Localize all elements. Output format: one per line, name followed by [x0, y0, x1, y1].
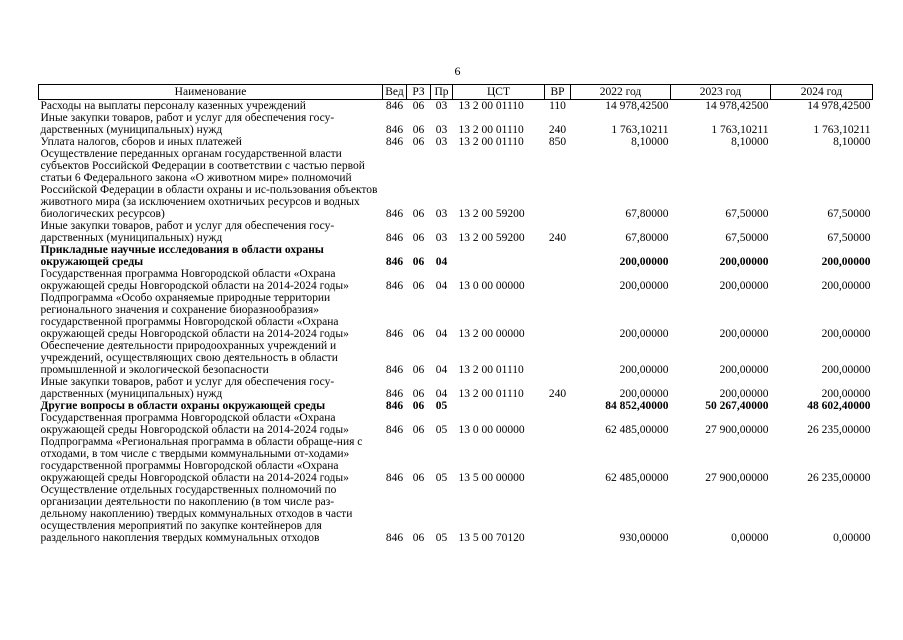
row-vr	[545, 484, 571, 544]
table-row	[39, 376, 873, 400]
row-ved: 846	[385, 424, 404, 436]
row-2022: 1 763,10211	[611, 124, 669, 136]
row-cst: 13 5 00 00000	[458, 472, 525, 484]
row-cst: 13 2 00 59200	[458, 232, 525, 244]
row-name: Государственная программа Новгородской области «Охрана окружающей среды Новгородской области на 2014-2024 годы»	[40, 268, 349, 292]
row-ved: 846	[385, 136, 404, 148]
row-2022: 84 852,40000	[605, 400, 669, 412]
row-name: Осуществление переданных органам государственной власти субъектов Российской Федерации в соответствии с частью первой статьи 6 Федерального закона «О животном мире» полномочий Российской Федерации в области охраны и ис-пользования объектов животного мира (за исключением охотничьих ресурсов и водных биологических ресурсов)	[40, 148, 378, 220]
row-vr: 240	[548, 388, 567, 400]
row-vr	[545, 268, 571, 292]
row-ved: 846	[385, 100, 404, 112]
row-rz: 06	[412, 124, 425, 136]
row-name: Государственная программа Новгородской области «Охрана окружающей среды Новгородской области на 2014-2024 годы»	[40, 412, 349, 436]
table-row	[39, 136, 873, 148]
row-2024: 26 235,00000	[807, 424, 871, 436]
row-cst: 13 2 00 01110	[458, 136, 524, 148]
row-vr: 240	[548, 232, 567, 244]
row-ved: 846	[385, 208, 404, 220]
table-row	[39, 100, 873, 113]
budget-table	[38, 84, 873, 544]
row-2023: 27 900,00000	[705, 424, 769, 436]
row-cst: 13 0 00 00000	[458, 280, 525, 292]
row-ved: 846	[385, 124, 404, 136]
row-2022: 14 978,42500	[605, 100, 669, 112]
row-pr: 05	[435, 532, 448, 544]
row-cst: 13 2 00 01110	[458, 388, 524, 400]
row-2024: 14 978,42500	[807, 100, 871, 112]
row-2024: 1 763,10211	[813, 124, 871, 136]
row-2022: 200,00000	[619, 328, 669, 340]
row-pr: 03	[435, 124, 448, 136]
row-2022: 200,00000	[619, 364, 669, 376]
row-vr: 850	[548, 136, 567, 148]
row-2023: 8,10000	[731, 136, 769, 148]
row-2022: 930,00000	[619, 532, 669, 544]
row-vr	[545, 436, 571, 484]
row-2022: 200,00000	[619, 388, 669, 400]
row-name: Осуществление отдельных государственных полномочий по организации деятельности по накоплению (в том числе раз-дельному накоплению) твердых коммунальных отходов в части осуществления мероприятий по закупке контейнеров для раздельного накопления твердых коммунальных отходов	[40, 484, 353, 544]
row-rz: 06	[412, 232, 425, 244]
row-pr: 04	[435, 388, 448, 400]
row-cst	[453, 244, 545, 268]
row-pr: 03	[435, 100, 448, 112]
row-2024: 67,50000	[827, 232, 871, 244]
row-pr: 05	[435, 472, 448, 484]
row-cst: 13 2 00 01110	[458, 124, 524, 136]
table-row	[39, 412, 873, 436]
row-cst	[453, 400, 545, 412]
row-rz: 06	[412, 100, 425, 112]
row-2023: 14 978,42500	[705, 100, 769, 112]
row-rz: 06	[412, 400, 425, 412]
row-ved: 846	[385, 364, 404, 376]
row-rz: 06	[412, 532, 425, 544]
row-2023: 0,00000	[731, 532, 769, 544]
row-2023: 200,00000	[719, 256, 769, 268]
row-vr	[545, 340, 571, 376]
row-rz: 06	[412, 208, 425, 220]
header-cst: ЦСТ	[453, 85, 545, 100]
row-rz: 06	[412, 256, 425, 268]
row-2022: 200,00000	[619, 256, 669, 268]
row-2024: 200,00000	[821, 388, 871, 400]
row-cst: 13 2 00 00000	[458, 328, 525, 340]
row-pr: 03	[435, 232, 448, 244]
row-rz: 06	[412, 424, 425, 436]
row-vr	[545, 292, 571, 340]
header-name: Наименование	[39, 85, 383, 100]
row-pr: 04	[435, 364, 448, 376]
row-2022: 200,00000	[619, 280, 669, 292]
header-pr: Пр	[431, 85, 453, 100]
row-pr: 05	[435, 424, 448, 436]
table-header-row	[39, 85, 873, 100]
table-row	[39, 220, 873, 244]
row-name: Прикладные научные исследования в области охраны окружающей среды	[40, 244, 324, 268]
row-2024: 200,00000	[821, 328, 871, 340]
table-row	[39, 148, 873, 220]
table-row	[39, 340, 873, 376]
row-pr: 04	[435, 328, 448, 340]
row-pr: 04	[435, 256, 448, 268]
row-pr: 04	[435, 280, 448, 292]
row-pr: 05	[435, 400, 448, 412]
row-ved: 846	[385, 280, 404, 292]
row-2024: 200,00000	[821, 256, 871, 268]
table-row	[39, 436, 873, 484]
row-rz: 06	[412, 136, 425, 148]
row-name: Расходы на выплаты персоналу казенных учреждений	[40, 100, 306, 112]
row-ved: 846	[385, 256, 404, 268]
row-name: Другие вопросы в области охраны окружающей среды	[40, 400, 326, 412]
table-body	[39, 100, 873, 545]
header-2022: 2022 год	[571, 85, 671, 100]
row-rz: 06	[412, 388, 425, 400]
row-name: Подпрограмма «Региональная программа в области обраще-ния с отходами, в том числе с твердыми коммунальными от-ходами» государственной программы Новгородской области «Охрана окружающей среды Новгородской области на 2014-2024 годы»	[40, 436, 363, 484]
row-rz: 06	[412, 280, 425, 292]
header-2023: 2023 год	[671, 85, 771, 100]
row-2024: 8,10000	[833, 136, 871, 148]
row-ved: 846	[385, 472, 404, 484]
page-number: 6	[454, 64, 461, 78]
row-name: Иные закупки товаров, работ и услуг для обеспечения госу-дарственных (муниципальных) нужд	[40, 112, 335, 136]
table-row	[39, 244, 873, 268]
row-pr: 03	[435, 136, 448, 148]
row-2023: 50 267,40000	[705, 400, 769, 412]
row-name: Подпрограмма «Особо охраняемые природные территории регионального значения и сохранение биоразнообразия» государственной программы Новгородской области «Охрана окружающей среды Новгородской области на 2014-2024 годы»	[40, 292, 349, 340]
table-row	[39, 400, 873, 412]
row-cst: 13 2 00 59200	[458, 208, 525, 220]
header-vr: ВР	[545, 85, 571, 100]
row-2024: 26 235,00000	[807, 472, 871, 484]
row-2024: 200,00000	[821, 280, 871, 292]
row-ved: 846	[385, 400, 404, 412]
row-2023: 67,50000	[725, 208, 769, 220]
row-2023: 200,00000	[719, 364, 769, 376]
row-vr	[545, 244, 571, 268]
row-2022: 62 485,00000	[605, 472, 669, 484]
row-rz: 06	[412, 364, 425, 376]
row-rz: 06	[412, 328, 425, 340]
table-row	[39, 292, 873, 340]
row-cst: 13 5 00 70120	[458, 532, 525, 544]
table-row	[39, 268, 873, 292]
row-vr	[545, 400, 571, 412]
row-2022: 67,80000	[625, 208, 669, 220]
row-name: Иные закупки товаров, работ и услуг для обеспечения госу-дарственных (муниципальных) нужд	[40, 376, 335, 400]
row-2023: 27 900,00000	[705, 472, 769, 484]
row-2022: 8,10000	[631, 136, 669, 148]
row-2022: 62 485,00000	[605, 424, 669, 436]
row-ved: 846	[385, 232, 404, 244]
header-2024: 2024 год	[771, 85, 873, 100]
header-ved: Вед	[383, 85, 407, 100]
row-vr: 110	[549, 100, 566, 112]
table-row	[39, 484, 873, 544]
row-2024: 200,00000	[821, 364, 871, 376]
row-cst: 13 0 00 00000	[458, 424, 525, 436]
row-2024: 67,50000	[827, 208, 871, 220]
row-pr: 03	[435, 208, 448, 220]
row-2024: 48 602,40000	[807, 400, 871, 412]
row-cst: 13 2 00 01110	[458, 100, 524, 112]
row-name: Обеспечение деятельности природоохранных учреждений и учреждений, осуществляющих свою деятельность в области промышленной и экологической безопасности	[40, 340, 338, 376]
table-row	[39, 112, 873, 136]
row-cst: 13 2 00 01110	[458, 364, 524, 376]
row-vr: 240	[548, 124, 567, 136]
row-vr	[545, 148, 571, 220]
row-vr	[545, 412, 571, 436]
row-2022: 67,80000	[625, 232, 669, 244]
row-2024: 0,00000	[833, 532, 871, 544]
row-2023: 200,00000	[719, 328, 769, 340]
row-name: Уплата налогов, сборов и иных платежей	[40, 136, 242, 148]
row-2023: 200,00000	[719, 388, 769, 400]
row-2023: 67,50000	[725, 232, 769, 244]
row-2023: 200,00000	[719, 280, 769, 292]
row-ved: 846	[385, 388, 404, 400]
row-rz: 06	[412, 472, 425, 484]
row-name: Иные закупки товаров, работ и услуг для обеспечения госу-дарственных (муниципальных) нужд	[40, 220, 335, 244]
row-ved: 846	[385, 532, 404, 544]
row-ved: 846	[385, 328, 404, 340]
header-rz: РЗ	[407, 85, 431, 100]
row-2023: 1 763,10211	[711, 124, 769, 136]
